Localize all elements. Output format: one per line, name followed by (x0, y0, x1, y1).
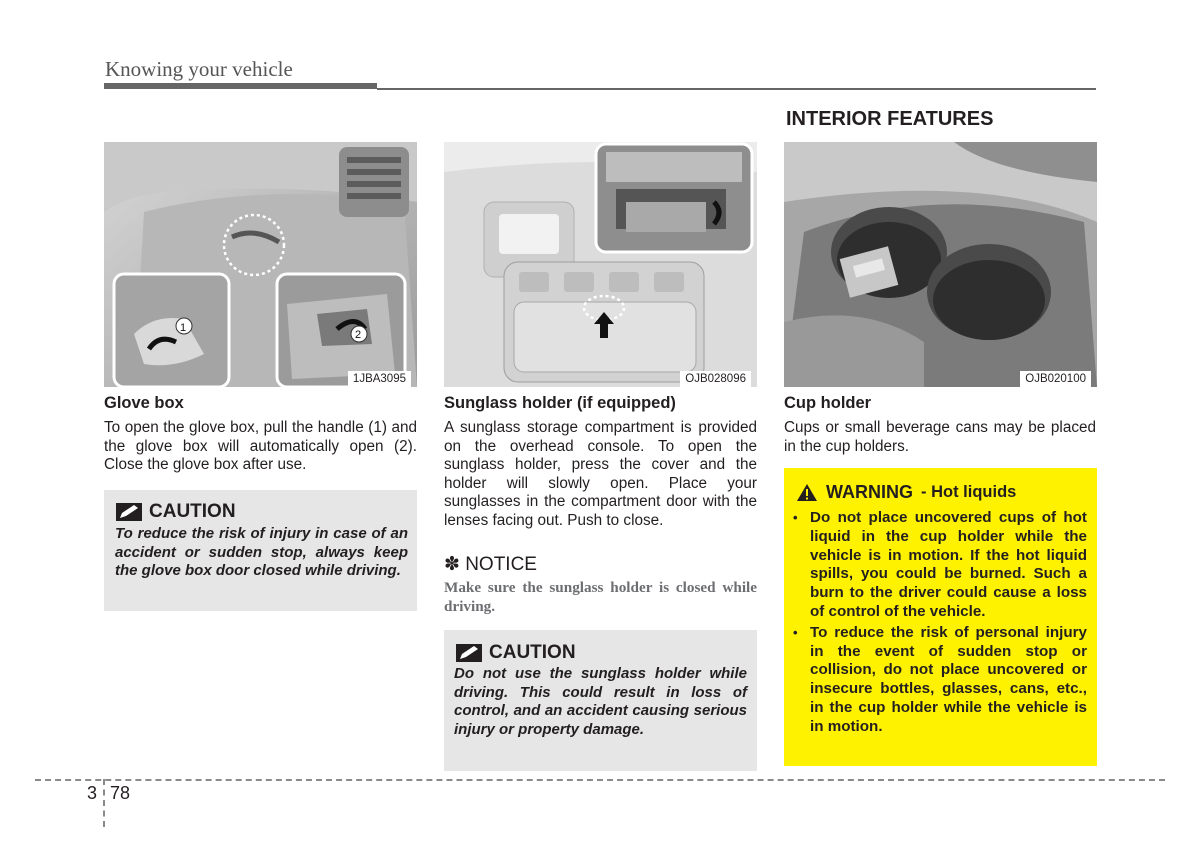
caution-title: CAUTION (149, 501, 236, 522)
hot-liquids-warning-box (784, 468, 1097, 766)
sunglass-holder-illustration (444, 142, 757, 387)
warning-triangle-icon (796, 483, 818, 502)
notice-title: ✽ NOTICE (444, 554, 537, 575)
pencil-icon (456, 644, 482, 662)
callout-1: 1 (180, 322, 187, 334)
glove-box-heading: Glove box (104, 394, 184, 412)
glove-box-caution-text: To reduce the risk of injury in case of an accident or sudden stop, always keep the glove box door closed while driving. (115, 525, 408, 580)
glove-box-illustration (104, 142, 417, 387)
glove-box-photo (104, 142, 417, 387)
glove-box-image-code: 1JBA3095 (348, 371, 411, 387)
cup-holder-image-code: OJB020100 (1020, 371, 1091, 387)
sunglass-holder-image-code: OJB028096 (680, 371, 751, 387)
cup-holder-heading: Cup holder (784, 394, 872, 412)
pencil-icon (116, 503, 142, 521)
footer-dashed-rule (35, 779, 1165, 781)
page-number: 78 (110, 783, 131, 803)
sunglass-holder-caution-title-row (456, 642, 576, 664)
sunglass-holder-caution-box (444, 630, 757, 771)
header-rule-thick (104, 83, 377, 89)
sunglass-holder-heading: Sunglass holder (if equipped) (444, 394, 676, 412)
sunglass-holder-caution-text: Do not use the sunglass holder while driving. This could result in loss of control, and an accident causing serious injury or property damage. (454, 665, 747, 738)
callout-2: 2 (355, 329, 362, 341)
notice-text: Make sure the sunglass holder is closed while driving. (444, 579, 757, 615)
warning-list (784, 509, 1087, 739)
warning-title-row (796, 482, 1016, 503)
caution-title: CAUTION (489, 642, 576, 663)
glove-box-caution-box (104, 490, 417, 611)
glove-box-caution-title-row (116, 501, 236, 523)
footer-dashed-divider (103, 779, 105, 827)
sunglass-holder-photo (444, 142, 757, 387)
section-title: INTERIOR FEATURES (786, 108, 994, 130)
cup-holder-illustration (784, 142, 1097, 387)
warning-item: • To reduce the risk of personal injury in the event of sudden stop or collision, do not place uncovered or insecure bottles, glasses, cans, etc., in the cup holder while the vehicle is in motion. (784, 624, 1087, 737)
warning-title: WARNING (826, 482, 913, 502)
page-header-title: Knowing your vehicle (105, 57, 293, 81)
warning-subtitle: - Hot liquids (921, 483, 1017, 501)
header-rule-thin (377, 88, 1096, 90)
cup-holder-text: Cups or small beverage cans may be placed in the cup holders. (784, 419, 1096, 455)
sunglass-holder-text: A sunglass storage compartment is provided on the overhead console. To open the sunglass holder, press the cover and the holder will slowly open. Place your sunglasses in the compartment door with the lenses facing out. Push to close. (444, 419, 757, 529)
glove-box-text: To open the glove box, pull the handle (1) and the glove box will automatically open (2). Close the glove box after use. (104, 419, 417, 474)
cup-holder-photo (784, 142, 1097, 387)
warning-item: • Do not place uncovered cups of hot liquid in the cup holder while the vehicle is in motion. If the hot liquid spills, you could be burned. Such a burn to the driver could cause a loss of control of the vehicle. (784, 509, 1087, 622)
chapter-number: 3 (87, 783, 98, 803)
